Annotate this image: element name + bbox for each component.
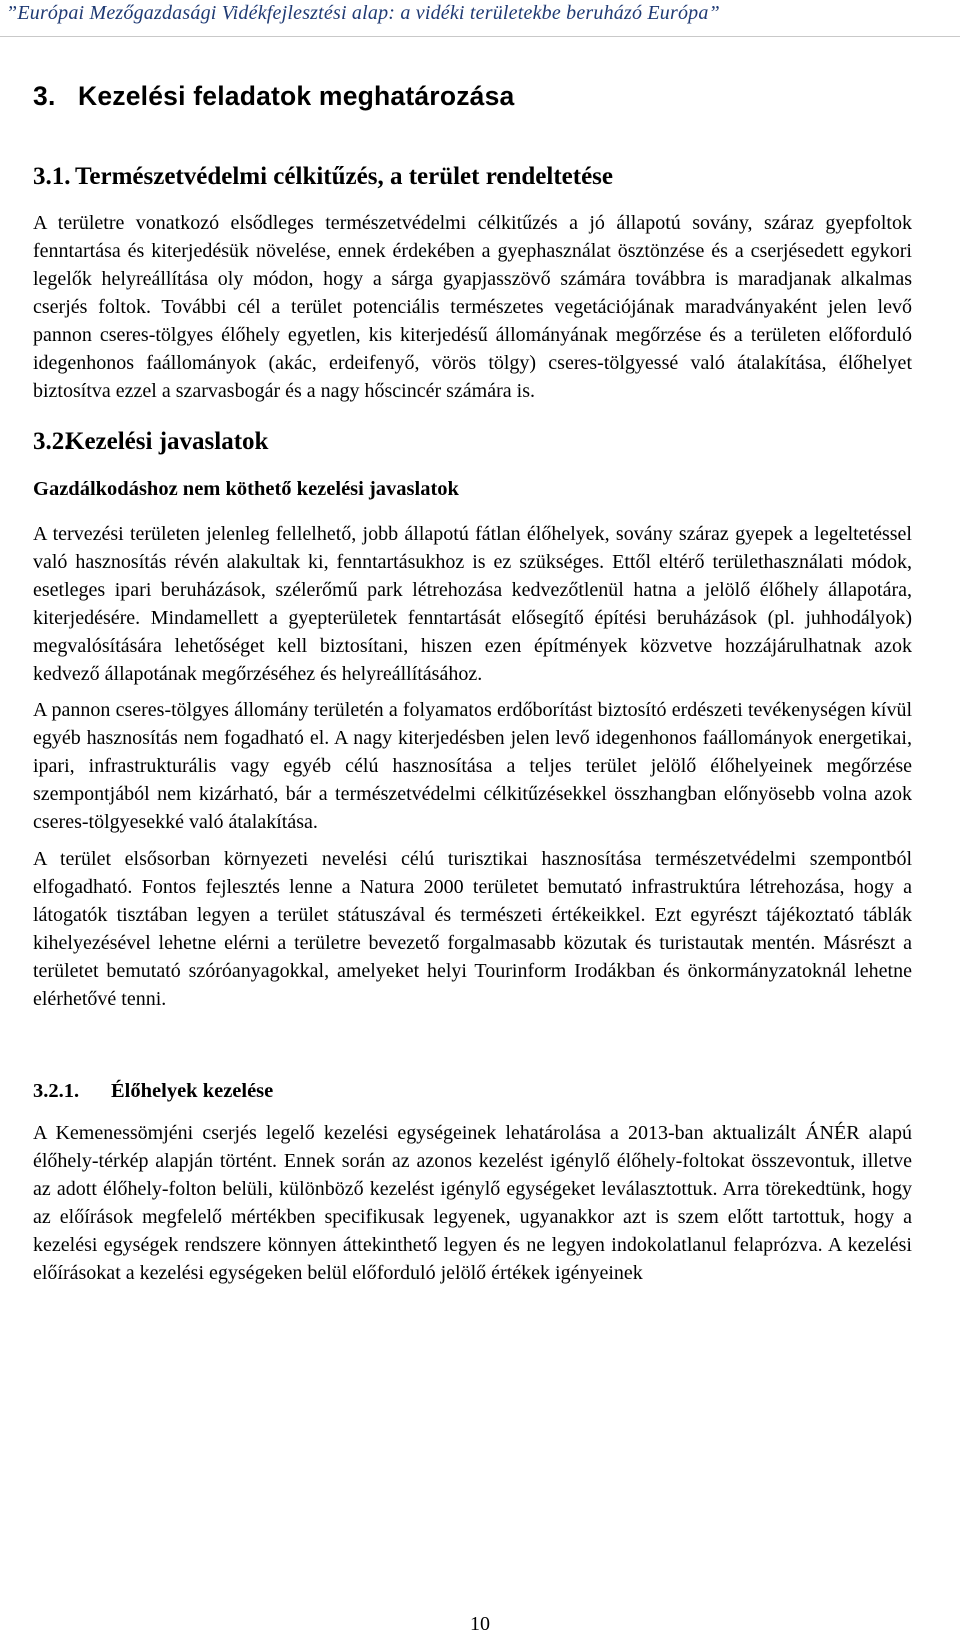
subheading-non-farming-proposals: Gazdálkodáshoz nem köthető kezelési javaslatok [33, 478, 459, 500]
section-title: Élőhelyek kezelése [111, 1080, 274, 1102]
section-heading-3 [33, 80, 912, 112]
section-number: 3.2. [33, 428, 71, 455]
section-heading-3-2-1 [33, 1077, 912, 1105]
section-title: Kezelési feladatok meghatározása [78, 81, 515, 111]
page-content [33, 80, 912, 1287]
section-heading-3-2 [33, 426, 912, 458]
paragraph-conservation-objective: A területre vonatkozó elsődleges természetvédelmi célkitűzés a jó állapotú sovány, száraz gyepfoltok fenntartása és kiterjedésük növelése, ennek érdekében a gyephasználat ösztönzése és a cserjésedett egykori legelők helyreállítása oly módon, hogy a sárga gyapjasszövő számára továbbra is maradjanak alkalmas cserjés foltok. További cél a terület potenciális természetes vegetációjának maradványaként jelen levő pannon cseres-tölgyes élőhely egyetlen, kis kiterjedésű állományának megőrzése és a területen előforduló idegenhonos faállományok (akác, erdeifenyő, vörös tölgy) cseres-tölgyessé való átalakítása, élőhelyet biztosítva ezzel a szarvasbogár és a nagy hőscincér számára is. [33, 212, 912, 402]
running-header: ”Európai Mezőgazdasági Vidékfejlesztési alap: a vidéki területekbe beruházó Európa” [6, 2, 720, 24]
page-number: 10 [470, 1613, 490, 1635]
section-number: 3. [33, 81, 56, 111]
paragraph-forest-stands: A pannon cseres-tölgyes állomány területén a folyamatos erdőborítást biztosító erdészeti tevékenységen kívül egyéb hasznosítás nem fogadható el. A nagy kiterjedésben jelen levő idegenhonos faállományok energetikai, ipari, infrastrukturális vagy egyéb célú hasznosítása a teljes terület jelölő élőhelyeinek megőrzése szempontjából nem kizárható, bár a természetvédelmi célkitűzésekkel összhangban előnyösebb volna azok cseres-tölgyesekké való átalakítása. [33, 699, 912, 833]
section-number: 3.1. [33, 163, 71, 190]
paragraph-land-use: A tervezési területen jelenleg fellelhető, jobb állapotú fátlan élőhelyek, sovány száraz gyepek a legeltetéssel való hasznosítás révén alakultak ki, fenntartásukhoz is ez szükséges. Ettől eltérő területhasználati módok, esetleges ipari beruházások, szélerőmű park létrehozása kedvezőtlenül hatna a jelölő élőhely állapotára, kiterjedésére. Mindamellett a gyepterületek fenntartását elősegítő építési beruházások (pl. juhhodályok) megvalósítására lehetőséget kell biztosítani, hiszen ezen építmények közvetve hozzájárulhatnak azok kedvező állapotának megőrzéséhez és helyreállításához. [33, 523, 912, 685]
section-heading-3-1 [33, 161, 912, 193]
paragraph-tourism: A terület elsősorban környezeti nevelési célú turisztikai hasznosítása természetvédelmi szempontból elfogadható. Fontos fejlesztés lenne a Natura 2000 területet bemutató infrastruktúra létrehozása, hogy a látogatók tisztában legyen a terület státuszával és természeti értékeikkel. Ezt egyrészt tájékoztató táblák kihelyezésével lehetne elérni a területre bevezető forgalmasabb közutak és turistautak mentén. Másrészt a területet bemutató szóróanyagokkal, amelyeket helyi Tourinform Irodákban és önkormányzatoknál lehetne elérhetővé tenni. [33, 848, 912, 1010]
section-title: Természetvédelmi célkitűzés, a terület rendeltetése [75, 163, 613, 190]
paragraph-habitat-management: A Kemenessömjéni cserjés legelő kezelési egységeinek lehatárolása a 2013-ban aktualizált ÁNÉR alapú élőhely-térkép alapján történt. Ennek során az azonos kezelést igénylő élőhely-foltokat összevontuk, illetve az adott élőhely-folton belüli, különböző kezelést igénylő egységeket leválasztottuk. Arra törekedtünk, hogy az előírások megfelelő mértékben specifikusak legyenek, ugyanakkor azt is szem előtt tartottuk, hogy a kezelési egységek rendszere könnyen áttekinthető legyen és ne legyen indokolatlanul felaprózva. A kezelési előírásokat a kezelési egységeken belül előforduló jelölő értékek igényeinek [33, 1122, 912, 1284]
header-divider [0, 36, 960, 37]
section-number: 3.2.1. [33, 1080, 80, 1102]
section-title: Kezelési javaslatok [65, 428, 269, 455]
